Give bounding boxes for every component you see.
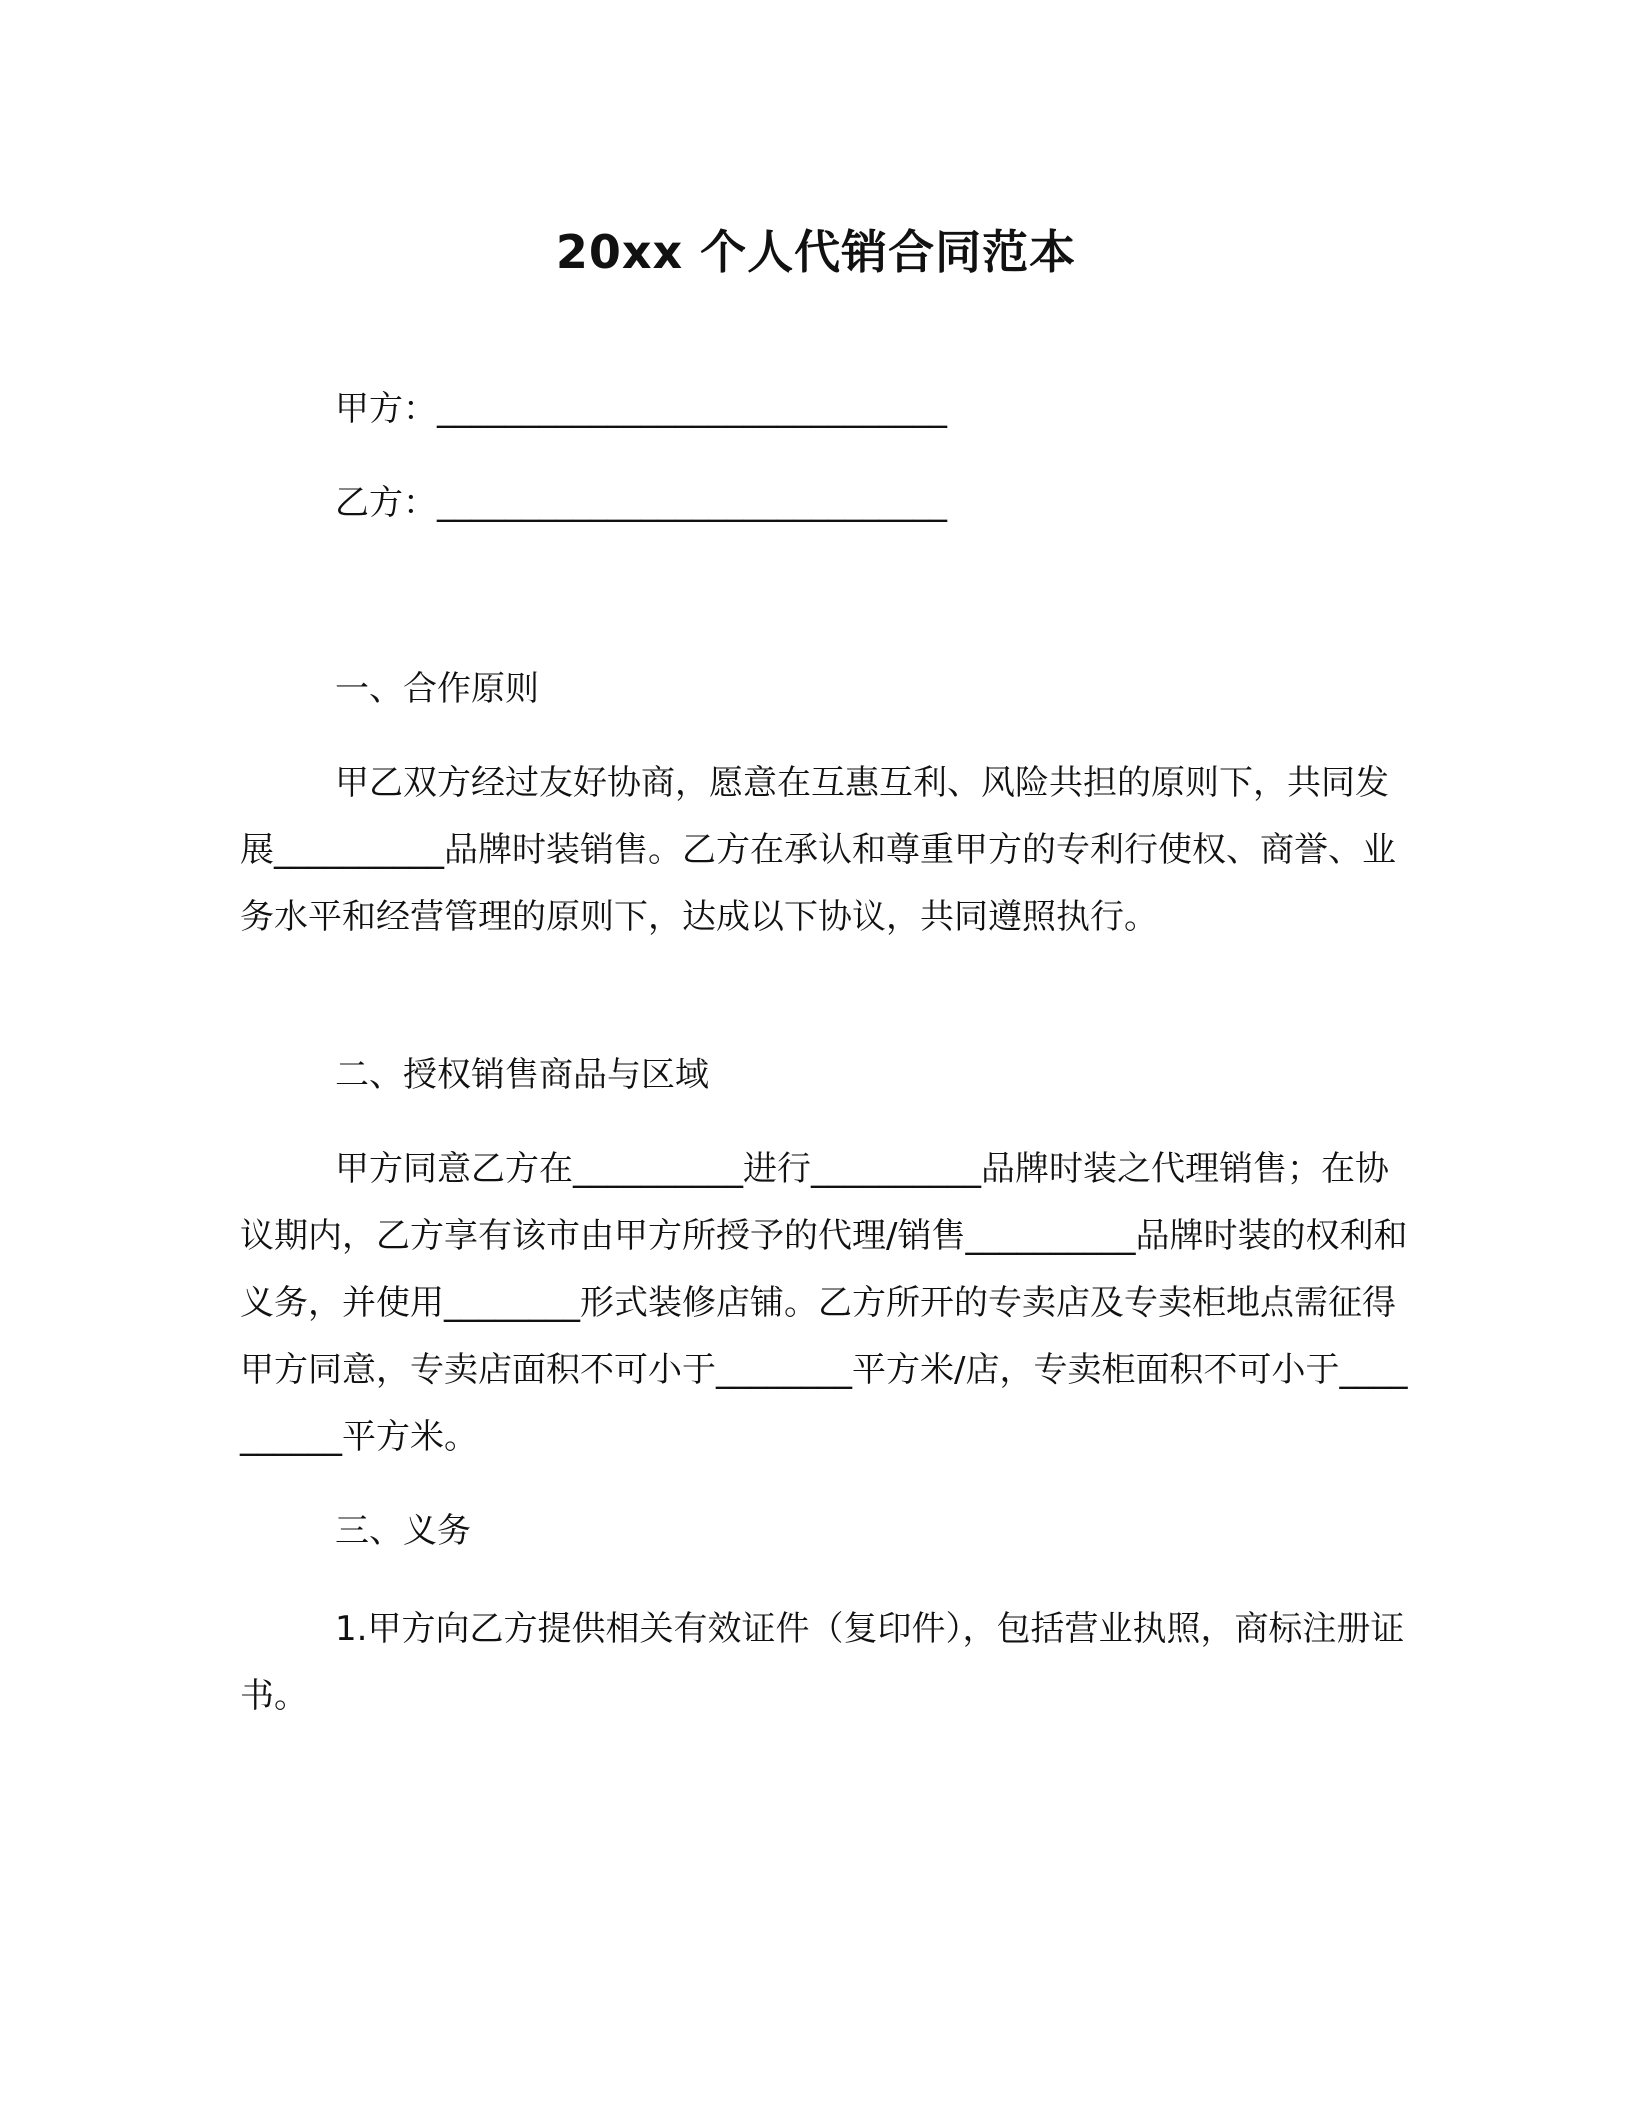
document-title: 20xx 个人代销合同范本 (555, 225, 1077, 279)
section-body-cooperation-principles: 甲乙双方经过友好协商，愿意在互惠互利、风险共担的原则下，共同发展__________品牌时装销售。乙方在承认和尊重甲方的专利行使权、商誉、业务水平和经营管理的原则下，达成以下协议，共同遵照执行。 (240, 763, 1396, 937)
party-a-line: 甲方：______________________________ (335, 389, 947, 429)
section-heading-cooperation-principles: 一、合作原则 (335, 669, 539, 709)
party-b-line: 乙方：______________________________ (335, 483, 947, 523)
section-body-authorized-sales: 甲方同意乙方在__________进行__________品牌时装之代理销售；在协议期内，乙方享有该市由甲方所授予的代理/销售__________品牌时装的权利和义务，并使用________形式装修店铺。乙方所开的专卖店及专卖柜地点需征得甲方同意，专卖店面积不可小于________平方米/店，专卖柜面积不可小于__________平方米。 (240, 1149, 1408, 1457)
section-heading-authorized-sales: 二、授权销售商品与区域 (335, 1055, 709, 1095)
section-body-obligations: 1.甲方向乙方提供相关有效证件（复印件），包括营业执照，商标注册证书。 (240, 1609, 1405, 1716)
section-heading-obligations: 三、义务 (335, 1511, 471, 1551)
